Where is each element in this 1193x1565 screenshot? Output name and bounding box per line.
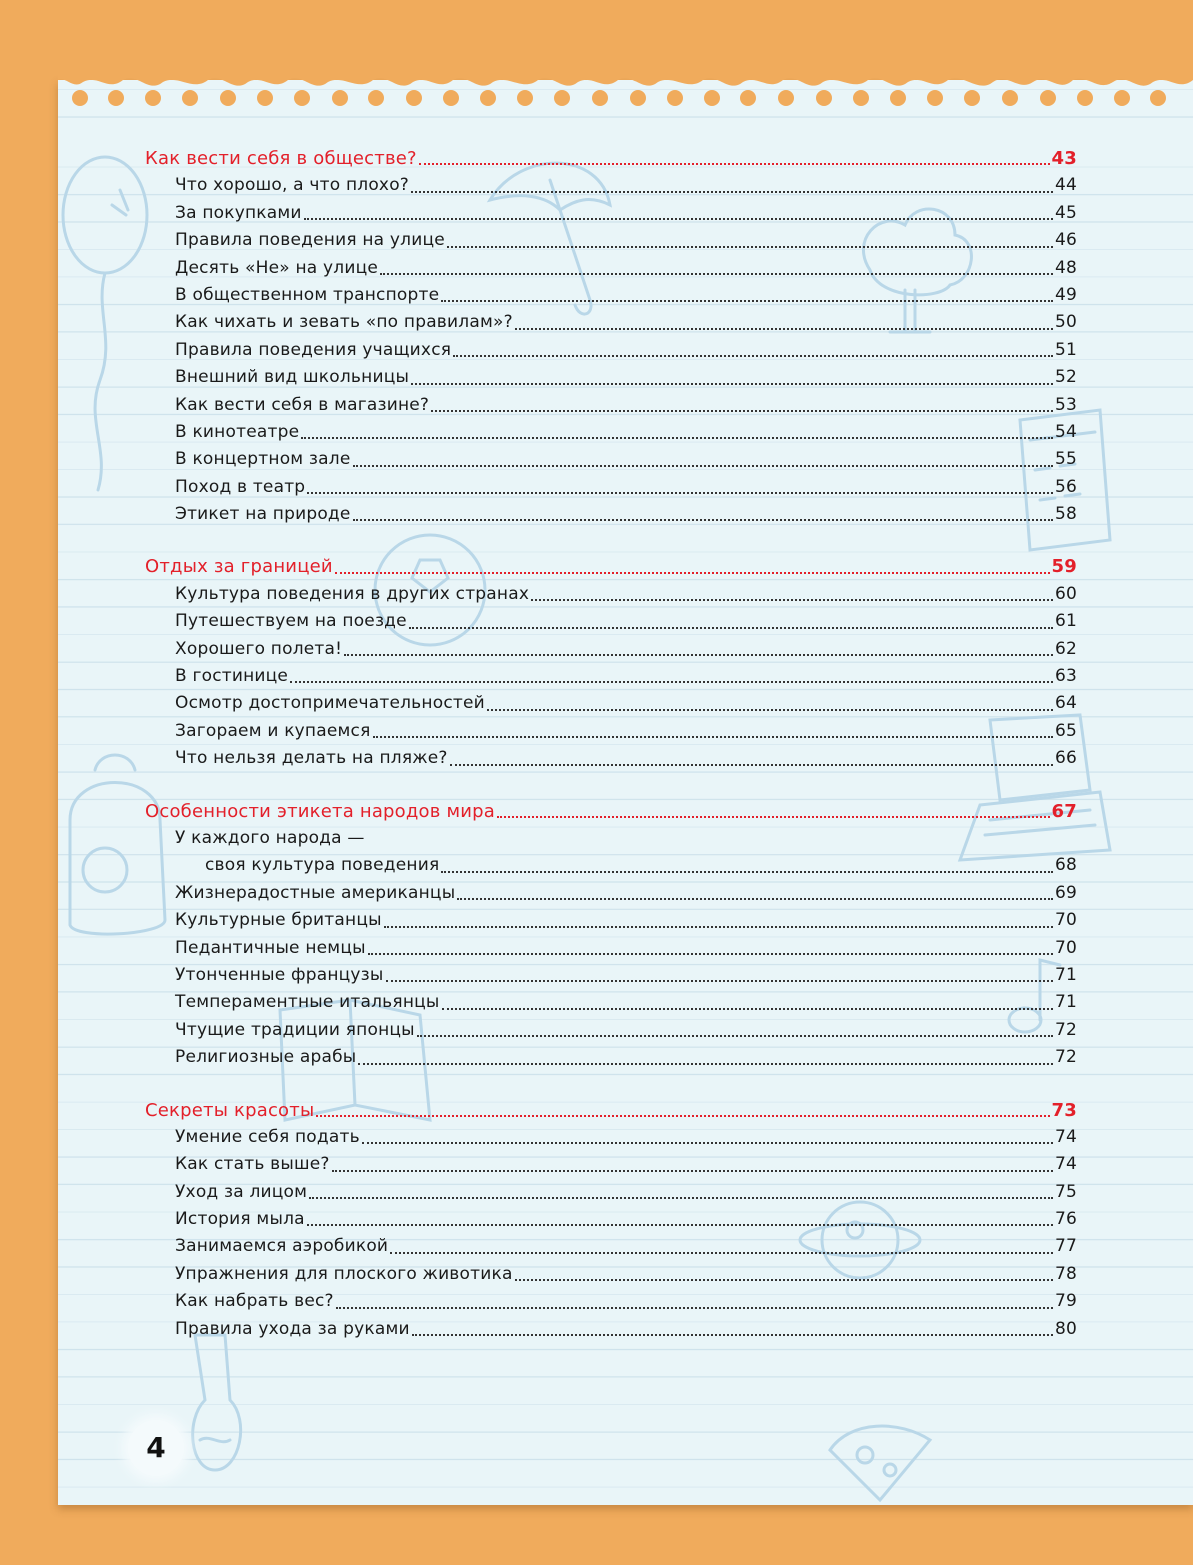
toc-entry[interactable] [145, 392, 1077, 419]
dot-leader [307, 1223, 1053, 1226]
entry-title: Умение себя подать [175, 1126, 360, 1147]
dot-leader [497, 815, 1050, 818]
entry-title: Уход за лицом [175, 1181, 308, 1202]
entry-page: 68 [1054, 855, 1077, 876]
toc-entry[interactable] [145, 608, 1077, 635]
entry-page: 76 [1054, 1209, 1077, 1230]
entry-page: 56 [1054, 476, 1077, 497]
dot-leader [304, 217, 1053, 220]
dot-leader [335, 571, 1050, 574]
entry-title: Правила поведения на улице [175, 230, 445, 251]
entry-page: 74 [1054, 1154, 1077, 1175]
toc-entry[interactable] [145, 1316, 1077, 1343]
entry-page: 44 [1054, 175, 1077, 196]
entry-page: 72 [1054, 1019, 1077, 1040]
entry-page: 70 [1054, 937, 1077, 958]
toc-section [145, 553, 1077, 772]
toc-section-heading[interactable] [145, 553, 1077, 580]
entry-page: 72 [1054, 1047, 1077, 1068]
entry-page: 45 [1054, 202, 1077, 223]
entry-title: В общественном транспорте [175, 284, 440, 305]
entry-title: В концертном зале [175, 449, 351, 470]
entry-title: Десять «Не» на улице [175, 257, 379, 278]
entry-title: Правила поведения учащихся [175, 339, 452, 360]
entry-title: Как стать выше? [175, 1154, 330, 1175]
entry-page: 46 [1054, 230, 1077, 251]
toc-entry[interactable] [145, 501, 1077, 528]
dot-leader [358, 1062, 1053, 1065]
toc-section-heading[interactable] [145, 1097, 1077, 1124]
section-page: 67 [1051, 800, 1077, 822]
toc-entry[interactable] [145, 309, 1077, 336]
section-page: 59 [1051, 556, 1077, 578]
toc-entry[interactable] [145, 690, 1077, 717]
entry-page: 51 [1054, 339, 1077, 360]
entry-title: Культурные британцы [175, 910, 382, 931]
entry-page: 66 [1054, 748, 1077, 769]
toc-entry[interactable] [145, 1044, 1077, 1071]
toc-entry[interactable] [145, 880, 1077, 907]
toc-entry[interactable] [145, 1261, 1077, 1288]
toc-entry[interactable] [145, 745, 1077, 772]
entry-title: Как чихать и зевать «по правилам»? [175, 312, 513, 333]
entry-title: Внешний вид школьницы [175, 367, 410, 388]
dot-leader [386, 979, 1053, 982]
section-page: 43 [1051, 148, 1077, 169]
toc-entry[interactable] [145, 581, 1077, 608]
entry-page: 53 [1054, 394, 1077, 415]
table-of-contents [145, 145, 1077, 1368]
dot-leader [336, 1306, 1053, 1309]
toc-entry[interactable] [145, 227, 1077, 254]
entry-title: Поход в театр [175, 476, 306, 497]
toc-entry[interactable] [145, 419, 1077, 446]
page-number: 4 [128, 1420, 184, 1476]
entry-title: Жизнерадостные американцы [175, 882, 456, 903]
entry-page: 52 [1054, 367, 1077, 388]
entry-title: Как вести себя в магазине? [175, 394, 430, 415]
dot-leader [441, 299, 1053, 302]
dot-leader [531, 598, 1053, 601]
dot-leader [487, 708, 1053, 711]
toc-entry[interactable] [145, 1017, 1077, 1044]
toc-entry[interactable] [145, 337, 1077, 364]
toc-entry[interactable] [145, 935, 1077, 962]
toc-entry[interactable] [145, 907, 1077, 934]
dot-leader [515, 327, 1053, 330]
entry-title: Культура поведения в других странах [175, 583, 530, 604]
entry-title: У каждого народа — [175, 827, 365, 848]
dot-leader [373, 735, 1053, 738]
section-title: Как вести себя в обществе? [145, 148, 417, 169]
entry-page: 55 [1054, 449, 1077, 470]
entry-title: История мыла [175, 1209, 305, 1230]
section-title: Особенности этикета народов мира [145, 800, 496, 822]
entry-page: 71 [1054, 964, 1077, 985]
dot-leader [409, 626, 1053, 629]
entry-title: Этикет на природе [175, 504, 351, 525]
toc-entry[interactable] [145, 1151, 1077, 1178]
dot-leader [457, 897, 1053, 900]
dot-leader [447, 245, 1053, 248]
dot-leader [441, 870, 1053, 873]
toc-entry[interactable] [145, 1124, 1077, 1151]
entry-page: 62 [1054, 638, 1077, 659]
dot-leader [353, 518, 1053, 521]
entry-title: Упражнения для плоского животика [175, 1263, 513, 1284]
dot-leader [431, 409, 1053, 412]
entry-page: 58 [1054, 504, 1077, 525]
entry-page: 63 [1054, 666, 1077, 687]
toc-entry[interactable] [145, 364, 1077, 391]
entry-page: 65 [1054, 720, 1077, 741]
entry-title: В кинотеатре [175, 421, 300, 442]
entry-title: За покупками [175, 202, 302, 223]
toc-section [145, 145, 1077, 528]
section-title: Секреты красоты [145, 1099, 315, 1121]
toc-entry[interactable] [145, 1233, 1077, 1260]
entry-page: 49 [1054, 284, 1077, 305]
entry-page: 70 [1054, 910, 1077, 931]
entry-title: Как набрать вес? [175, 1291, 334, 1312]
toc-entry[interactable] [145, 255, 1077, 282]
entry-page: 75 [1054, 1181, 1077, 1202]
entry-page: 78 [1054, 1263, 1077, 1284]
dot-leader [353, 464, 1053, 467]
entry-title: Осмотр достопримечательностей [175, 693, 485, 714]
toc-entry[interactable] [145, 1179, 1077, 1206]
toc-entry[interactable] [145, 172, 1077, 199]
dot-leader [515, 1278, 1053, 1281]
entry-title: Занимаемся аэробикой [175, 1236, 389, 1257]
toc-entry[interactable] [145, 1206, 1077, 1233]
dot-leader [307, 491, 1053, 494]
entry-title: Педантичные немцы [175, 937, 366, 958]
toc-entry[interactable] [145, 852, 1077, 879]
entry-page: 48 [1054, 257, 1077, 278]
toc-section-heading[interactable] [145, 798, 1077, 825]
entry-page: 50 [1054, 312, 1077, 333]
section-title: Отдых за границей [145, 556, 333, 578]
entry-title: Путешествуем на поезде [175, 611, 407, 632]
entry-page: 77 [1054, 1236, 1077, 1257]
toc-entry[interactable] [145, 663, 1077, 690]
toc-entry[interactable] [145, 718, 1077, 745]
entry-title-continuation: своя культура поведения [205, 855, 440, 876]
dot-leader [411, 190, 1053, 193]
toc-entry[interactable] [145, 474, 1077, 501]
dot-leader [419, 162, 1050, 165]
dot-leader [411, 382, 1053, 385]
entry-page: 71 [1054, 992, 1077, 1013]
dot-leader [442, 1007, 1053, 1010]
entry-title: Хорошего полета! [175, 638, 343, 659]
entry-page: 74 [1054, 1126, 1077, 1147]
dot-leader [450, 763, 1053, 766]
toc-entry[interactable] [145, 200, 1077, 227]
torn-spiral-edge [58, 70, 1193, 110]
entry-title: В гостинице [175, 666, 289, 687]
entry-page: 69 [1054, 882, 1077, 903]
dot-leader [453, 354, 1053, 357]
entry-title: Утонченные французы [175, 964, 384, 985]
toc-entry[interactable] [145, 989, 1077, 1016]
dot-leader [290, 680, 1053, 683]
toc-section [145, 798, 1077, 1072]
dot-leader [368, 952, 1053, 955]
dot-leader [301, 436, 1053, 439]
dot-leader [332, 1169, 1053, 1172]
entry-page: 61 [1054, 611, 1077, 632]
section-page: 73 [1051, 1099, 1077, 1121]
entry-page: 60 [1054, 583, 1077, 604]
dot-leader [417, 1034, 1053, 1037]
entry-page: 80 [1054, 1318, 1077, 1339]
spiral-holes [58, 70, 1193, 106]
entry-title: Загораем и купаемся [175, 720, 371, 741]
toc-section-heading[interactable] [145, 145, 1077, 172]
dot-leader [412, 1333, 1053, 1336]
dot-leader [380, 272, 1053, 275]
toc-section [145, 1097, 1077, 1344]
toc-entry[interactable] [145, 636, 1077, 663]
dot-leader [362, 1141, 1053, 1144]
dot-leader [316, 1114, 1049, 1117]
dot-leader [390, 1251, 1053, 1254]
dot-leader [384, 925, 1053, 928]
toc-entry-first-line[interactable] [145, 825, 1077, 852]
toc-entry[interactable] [145, 962, 1077, 989]
entry-title: Что нельзя делать на пляже? [175, 748, 448, 769]
entry-page: 64 [1054, 693, 1077, 714]
dot-leader [344, 653, 1053, 656]
entry-page: 79 [1054, 1291, 1077, 1312]
entry-title: Что хорошо, а что плохо? [175, 175, 410, 196]
entry-page: 54 [1054, 421, 1077, 442]
toc-entry[interactable] [145, 446, 1077, 473]
dot-leader [309, 1196, 1053, 1199]
entry-title: Темпераментные итальянцы [175, 992, 440, 1013]
toc-entry[interactable] [145, 1288, 1077, 1315]
entry-title: Чтущие традиции японцы [175, 1019, 415, 1040]
entry-title: Правила ухода за руками [175, 1318, 410, 1339]
entry-title: Религиозные арабы [175, 1047, 357, 1068]
toc-entry[interactable] [145, 282, 1077, 309]
